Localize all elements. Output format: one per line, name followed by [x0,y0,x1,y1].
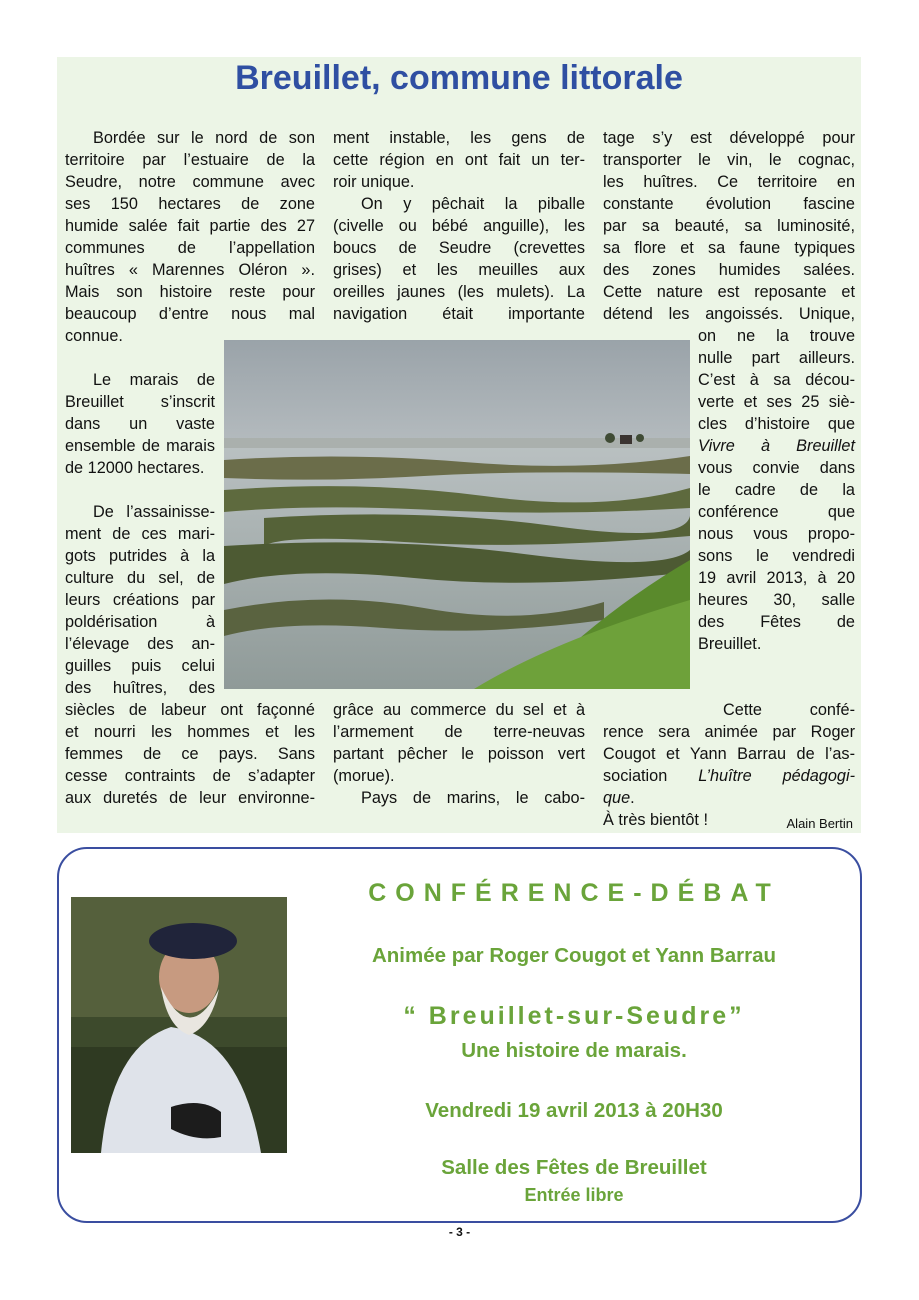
text-line: Mais son histoire reste pour [65,283,315,301]
text-line: femmes de ce pays. Sans [65,745,315,763]
text-line: Breuillet. [698,635,762,653]
text-line: nous vous propo- [698,525,855,543]
signature: Alain Bertin [786,816,853,831]
column-3 [603,127,855,325]
column-1-paragraph-1 [65,127,315,347]
announcement-hosts: Animée par Roger Cougot et Yann Barrau [371,944,776,967]
article-title: Breuillet, commune littorale [235,59,683,97]
event-admission: Entrée libre [524,1185,624,1205]
text-line: (civelle ou bébé anguille), les [333,217,585,235]
text-line: roir unique. [333,173,415,191]
event-date: Vendredi 19 avril 2013 à 20H30 [425,1099,723,1122]
text-line: aux duretés de leur environne- [65,789,315,807]
text-line: ses 150 hectares de zone [65,195,315,213]
text-line: vous convie dans [698,459,855,477]
column-3-paragraph-2 [698,325,855,655]
text-line: oreilles jaunes (les mulets). La [333,283,585,301]
text-line: Cette nature est reposante et [603,283,855,301]
text-line: des zones humides salées. [603,261,855,279]
text-line: ensemble de marais [65,437,215,455]
text-line: partant pêcher le poisson vert [333,745,585,763]
text-line: ment instable, les gens de [333,129,585,147]
text-line: l’élevage des an- [65,635,215,653]
text-line: cesse contraints de s’adapter [65,767,315,785]
text-line: constante évolution fascine [603,195,855,213]
text-line: Bordée sur le nord de son [93,129,315,147]
text-line: Cette confé- [723,701,855,719]
text-line: boucs de Seudre (crevettes [333,239,585,257]
text-line: verte et ses 25 siè- [698,393,855,411]
column-1-bottom [65,699,315,809]
page-number: - 3 - [448,1225,471,1239]
column-3-paragraph-3 [603,699,855,831]
text-line: tage s’y est développé pour [603,129,855,147]
column-3-narrow [698,325,855,655]
text-line: les huîtres. Ce territoire en [603,173,855,191]
talk-title: “ Breuillet-sur-Seudre” [403,1002,745,1030]
speaker-portrait [71,897,287,1153]
text-line: guilles puis celui [65,657,215,675]
text-line: connue. [65,327,123,345]
text-line: navigation était importante [333,305,585,323]
text-line: Cougot et Yann Barrau de l’as- [603,745,855,763]
text-line: Breuillet s’inscrit [65,393,215,411]
text-line: poldérisation à [65,613,215,631]
column-2-paragraph-1 [333,127,585,193]
text-line: Seudre, notre commune avec [65,173,315,191]
column-1 [65,127,315,347]
marsh-photo [224,340,690,689]
column-1-paragraph-2 [65,369,215,479]
text-line: cette région en ont fait un ter- [333,151,585,169]
text-line: détend les angoissés. Unique, [603,305,855,323]
text-line: rence sera animée par Roger [603,723,855,741]
conference-announcement [57,847,862,1223]
talk-subtitle: Une histoire de marais. [461,1039,687,1062]
text-line: Vivre à Breuillet [698,437,855,455]
text-line: et nourri les hommes et les [65,723,315,741]
text-line: De l’assainisse- [93,503,215,521]
text-line: C’est à sa décou- [698,371,855,389]
text-line: ment de ces mari- [65,525,215,543]
text-line: culture du sel, de [65,569,215,587]
column-2-paragraph-2 [333,193,585,325]
column-3-paragraph-1 [603,127,855,325]
text-line: territoire par l’estuaire de la [65,151,315,169]
text-line: siècles de labeur ont façonné [65,701,315,719]
text-line: dans un vaste [65,415,215,433]
text-line: 19 avril 2013, à 20 [698,569,855,587]
text-line: sa flore et sa faune typiques [603,239,855,257]
text-line: le cadre de la [698,481,855,499]
text-line: par sa beauté, sa luminosité, [603,217,855,235]
text-line: leurs créations par [65,591,215,609]
text-line: on ne la trouve [698,327,855,345]
article-panel [57,57,861,833]
text-line: Pays de marins, le cabo- [361,789,585,807]
text-line: l’armement de terre-neuvas [333,723,585,741]
column-1-paragraph-4 [65,699,315,809]
text-line: humide salée fait partie des 27 [65,217,315,235]
text-line: des huîtres, des [65,679,215,697]
announcement-heading: CONFÉRENCE-DÉBAT [368,879,780,907]
text-line: sons le vendredi [698,547,855,565]
text-line: huîtres « Marennes Oléron ». [65,261,315,279]
column-1-paragraph-3 [65,501,215,699]
column-2 [333,127,585,325]
column-1-narrow [65,369,215,699]
text-line: cles d’histoire que [698,415,855,433]
text-line: grises) et les meuilles aux [333,261,585,279]
text-line: Le marais de [93,371,215,389]
text-line: beaucoup d’entre nous mal [65,305,315,323]
text-line: communes de l’appellation [65,239,315,257]
text-line: sociation L’huître pédagogi- [603,767,855,785]
column-3-bottom [603,677,855,831]
text-line: heures 30, salle [698,591,855,609]
column-2-bottom [333,699,585,809]
text-line: de 12000 hectares. [65,459,205,477]
text-line: gots putrides à la [65,547,215,565]
text-line: transporter le vin, le cognac, [603,151,855,169]
text-line: À très bientôt ! [603,811,708,829]
text-line: grâce au commerce du sel et à [333,701,585,719]
text-line: des Fêtes de [698,613,855,631]
text-line: que. [603,789,635,807]
text-line: (morue). [333,767,395,785]
event-venue: Salle des Fêtes de Breuillet [441,1156,707,1179]
column-2-paragraph-4 [333,787,585,809]
text-line: conférence que [698,503,855,521]
column-2-paragraph-3 [333,699,585,787]
text-line: On y pêchait la piballe [361,195,585,213]
text-line: nulle part ailleurs. [698,349,855,367]
